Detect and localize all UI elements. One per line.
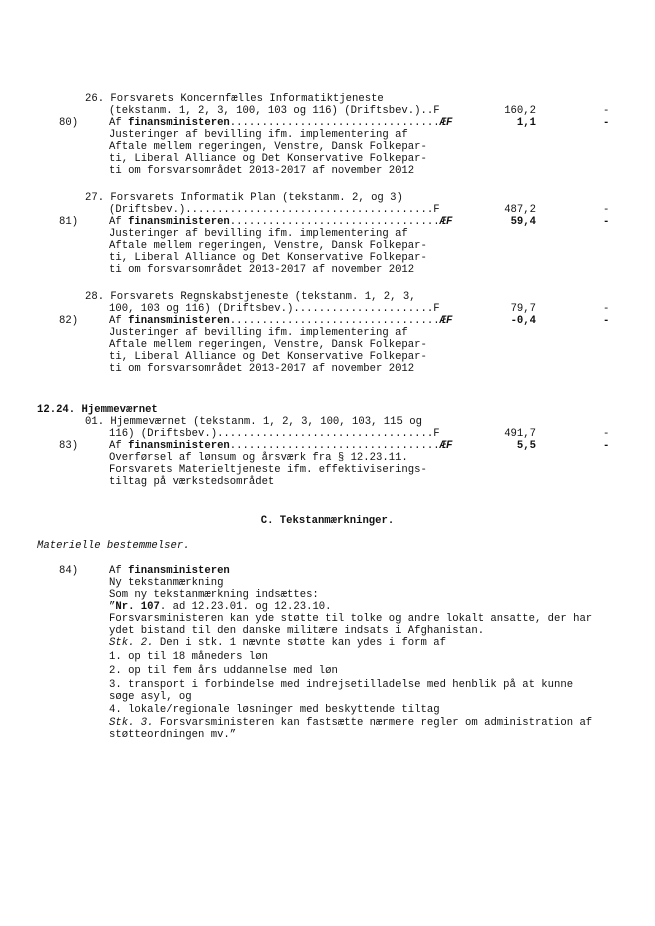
item-27-title: 27. Forsvarets Informatik Plan (tekstanm. 2, og 3) xyxy=(85,192,403,204)
stk3-text: Forsvarsministeren kan fastsætte nærmere regler om administration af xyxy=(153,717,593,729)
item-26-proposer xyxy=(109,117,452,129)
item-84-para-2: ydet bistand til den danske militære indsats i Afghanistan. xyxy=(109,625,485,637)
item-26-desc-2: Aftale mellem regeringen, Venstre, Dansk Folkepar- xyxy=(109,141,427,153)
item-01-desc-3: tiltag på værkstedsområdet xyxy=(109,476,275,488)
item-27-desc-1: Justeringer af bevilling ifm. implementering af xyxy=(109,228,408,240)
af-label: Af xyxy=(109,216,129,228)
item-26-amount: 160,2 xyxy=(504,105,536,117)
item-28-dash: - xyxy=(603,303,610,315)
item-01-proposer xyxy=(109,440,452,452)
ef-marker: ÆF xyxy=(439,440,453,452)
item-01-change-dash: - xyxy=(603,440,610,452)
part-c-heading: C. Tekstanmærkninger. xyxy=(260,515,395,527)
item-01-desc-2: Forsvarets Materieltjeneste ifm. effektiviserings- xyxy=(109,464,427,476)
list-item-4: 4. lokale/regionale løsninger med beskyttende tiltag xyxy=(109,704,440,716)
leader-dots: ................................. xyxy=(229,117,440,129)
item-84-stk3-cont: støtteordningen mv.” xyxy=(109,729,237,741)
af-label: Af xyxy=(109,117,129,129)
af-label: Af xyxy=(109,565,129,577)
item-28-title: 28. Forsvarets Regnskabstjeneste (tekstanm. 1, 2, 3, xyxy=(85,291,416,303)
item-26-change: 1,1 xyxy=(516,117,536,129)
item-27-desc-2: Aftale mellem regeringen, Venstre, Dansk Folkepar- xyxy=(109,240,427,252)
item-27-proposer xyxy=(109,216,452,228)
minister-name: finansministeren xyxy=(128,216,230,228)
item-27-ref: 81) xyxy=(59,216,79,228)
item-26-ref: 80) xyxy=(59,117,79,129)
minister-name: finansministeren xyxy=(128,440,230,452)
item-27-desc-3: ti, Liberal Alliance og Det Konservative Folkepar- xyxy=(109,252,427,264)
minister-name: finansministeren xyxy=(128,565,230,577)
item-84-ref: 84) xyxy=(59,565,79,577)
item-01-dash: - xyxy=(603,428,610,440)
item-26-dash: - xyxy=(603,105,610,117)
nr-label: Nr. 107 xyxy=(115,601,160,613)
item-28-desc-4: ti om forsvarsområdet 2013-2017 af november 2012 xyxy=(109,363,415,375)
nr-reference: . ad 12.23.01. og 12.23.10. xyxy=(159,601,332,613)
leader-dots: ................................. xyxy=(229,440,440,452)
item-27-dash: - xyxy=(603,204,610,216)
list-item-3-cont: søge asyl, og xyxy=(109,691,192,703)
stk2-text: Den i stk. 1 nævnte støtte kan ydes i form af xyxy=(153,637,446,649)
list-item-2: 2. op til fem års uddannelse med løn xyxy=(109,665,338,677)
item-28-desc-2: Aftale mellem regeringen, Venstre, Dansk Folkepar- xyxy=(109,339,427,351)
item-84-line-1: Ny tekstanmærkning xyxy=(109,577,224,589)
item-01-ref: 83) xyxy=(59,440,79,452)
item-27-change-dash: - xyxy=(603,216,610,228)
item-28-desc-3: ti, Liberal Alliance og Det Konservative Folkepar- xyxy=(109,351,427,363)
item-01-change: 5,5 xyxy=(516,440,536,452)
section-heading: 12.24. Hjemmeværnet xyxy=(37,404,158,416)
item-26-line2: (tekstanm. 1, 2, 3, 100, 103 og 116) (Driftsbev.)..F xyxy=(109,105,440,117)
item-26-desc-1: Justeringer af bevilling ifm. implementering af xyxy=(109,129,408,141)
item-01-desc-1: Overførsel af lønsum og årsværk fra § 12.23.11. xyxy=(109,452,408,464)
item-26-desc-3: ti, Liberal Alliance og Det Konservative Folkepar- xyxy=(109,153,427,165)
item-28-amount: 79,7 xyxy=(510,303,536,315)
minister-name: finansministeren xyxy=(128,315,230,327)
item-26-change-dash: - xyxy=(603,117,610,129)
item-26-desc-4: ti om forsvarsområdet 2013-2017 af november 2012 xyxy=(109,165,415,177)
item-84-line-2: Som ny tekstanmærkning indsættes: xyxy=(109,589,319,601)
af-label: Af xyxy=(109,315,129,327)
item-84-stk3 xyxy=(109,717,592,729)
item-84-stk2 xyxy=(109,637,446,649)
ef-marker: ÆF xyxy=(439,117,453,129)
item-28-proposer xyxy=(109,315,452,327)
item-01-line2: 116) (Driftsbev.)..................................F xyxy=(109,428,440,440)
list-item-3: 3. transport i forbindelse med indrejsetilladelse med henblik på at kunne xyxy=(109,679,574,691)
item-27-change: 59,4 xyxy=(510,216,536,228)
item-84-line-3 xyxy=(109,601,332,613)
part-c-subheading: Materielle bestemmelser. xyxy=(37,540,190,552)
stk2-label: Stk. 2. xyxy=(109,637,154,649)
minister-name: finansministeren xyxy=(128,117,230,129)
item-28-change-dash: - xyxy=(603,315,610,327)
af-label: Af xyxy=(109,440,129,452)
item-01-amount: 491,7 xyxy=(504,428,536,440)
leader-dots: ................................. xyxy=(229,216,440,228)
item-28-ref: 82) xyxy=(59,315,79,327)
leader-dots: ................................. xyxy=(229,315,440,327)
ef-marker: ÆF xyxy=(439,216,453,228)
stk3-label: Stk. 3. xyxy=(109,717,154,729)
item-84-para-1: Forsvarsministeren kan yde støtte til tolke og andre lokalt ansatte, der har xyxy=(109,613,593,625)
open-quote: ” xyxy=(109,601,116,613)
list-item-1: 1. op til 18 måneders løn xyxy=(109,651,268,663)
item-27-desc-4: ti om forsvarsområdet 2013-2017 af november 2012 xyxy=(109,264,415,276)
item-28-line2: 100, 103 og 116) (Driftsbev.)......................F xyxy=(109,303,440,315)
item-26-title: 26. Forsvarets Koncernfælles Informatiktjeneste xyxy=(85,93,384,105)
item-27-amount: 487,2 xyxy=(504,204,536,216)
item-01-title: 01. Hjemmeværnet (tekstanm. 1, 2, 3, 100, 103, 115 og xyxy=(85,416,422,428)
item-27-line2: (Driftsbev.).......................................F xyxy=(109,204,440,216)
ef-marker: ÆF xyxy=(439,315,453,327)
item-84-proposer xyxy=(109,565,230,577)
item-28-desc-1: Justeringer af bevilling ifm. implementering af xyxy=(109,327,408,339)
item-28-change: -0,4 xyxy=(510,315,536,327)
